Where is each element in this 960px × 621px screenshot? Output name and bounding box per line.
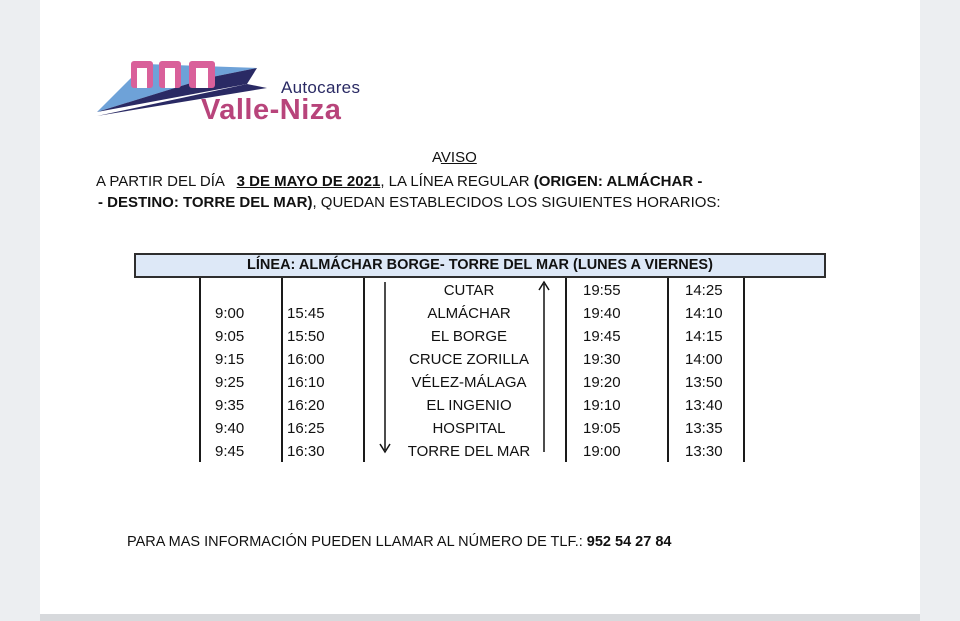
departure-time-afternoon: 16:10 xyxy=(287,374,325,391)
return-time-evening: 19:10 xyxy=(583,397,621,414)
notice-route-start: (ORIGEN: ALMÁCHAR - xyxy=(533,173,703,190)
column-divider xyxy=(565,278,567,462)
logo-brand-name: Valle-Niza xyxy=(201,94,342,126)
column-divider xyxy=(743,278,745,462)
notice-middle: , LA LÍNEA REGULAR xyxy=(380,173,534,190)
departure-time-morning: 9:15 xyxy=(215,351,245,368)
departure-time-afternoon: 16:30 xyxy=(287,443,325,460)
return-time-afternoon: 14:00 xyxy=(685,351,723,368)
column-divider xyxy=(199,278,201,462)
stop-name: HOSPITAL xyxy=(432,420,506,437)
departure-time-morning: 9:00 xyxy=(215,305,245,322)
logo-small-text: Autocares xyxy=(281,78,361,97)
phone-number: 952 54 27 84 xyxy=(586,534,672,550)
return-time-afternoon: 13:50 xyxy=(685,374,723,391)
stop-name: EL INGENIO xyxy=(426,397,512,414)
bottom-scroll-strip xyxy=(40,614,920,621)
return-time-evening: 19:00 xyxy=(583,443,621,460)
notice-title-prefix: A xyxy=(432,149,441,166)
stop-name: TORRE DEL MAR xyxy=(407,443,531,460)
return-time-evening: 19:45 xyxy=(583,328,621,345)
return-time-afternoon: 14:10 xyxy=(685,305,723,322)
departure-time-morning: 9:35 xyxy=(215,397,245,414)
stop-name: EL BORGE xyxy=(430,328,508,345)
return-time-afternoon: 13:35 xyxy=(685,420,723,437)
stop-name: CRUCE ZORILLA xyxy=(408,351,530,368)
departure-time-afternoon: 15:45 xyxy=(287,305,325,322)
return-time-afternoon: 13:40 xyxy=(685,397,723,414)
return-time-afternoon: 14:25 xyxy=(685,282,723,299)
notice-title-rest: VISO xyxy=(440,149,477,166)
departure-time-morning: 9:25 xyxy=(215,374,245,391)
notice-suffix: , QUEDAN ESTABLECIDOS LOS SIGUIENTES HORARIOS: xyxy=(312,194,721,211)
departure-time-afternoon: 16:20 xyxy=(287,397,325,414)
stop-name: CUTAR xyxy=(443,282,495,299)
departure-time-afternoon: 16:00 xyxy=(287,351,325,368)
departure-time-morning: 9:05 xyxy=(215,328,245,345)
return-time-afternoon: 14:15 xyxy=(685,328,723,345)
return-time-evening: 19:55 xyxy=(583,282,621,299)
return-time-evening: 19:05 xyxy=(583,420,621,437)
notice-prefix: A PARTIR DEL DÍA xyxy=(96,173,229,190)
notice-route-end: - DESTINO: TORRE DEL MAR) xyxy=(98,194,313,211)
return-time-evening: 19:30 xyxy=(583,351,621,368)
departure-time-morning: 9:40 xyxy=(215,420,245,437)
return-time-evening: 19:40 xyxy=(583,305,621,322)
stop-name: ALMÁCHAR xyxy=(427,305,511,322)
stop-name: VÉLEZ-MÁLAGA xyxy=(411,374,527,391)
column-divider xyxy=(667,278,669,462)
departure-time-morning: 9:45 xyxy=(215,443,245,460)
notice-date: 3 DE MAYO DE 2021 xyxy=(236,173,381,190)
column-divider xyxy=(363,278,365,462)
return-time-afternoon: 13:30 xyxy=(685,443,723,460)
return-time-evening: 19:20 xyxy=(583,374,621,391)
footer-text: PARA MAS INFORMACIÓN PUEDEN LLAMAR AL NÚMERO DE TLF.: xyxy=(127,534,587,550)
notice-line-1 xyxy=(96,173,702,190)
contact-footer xyxy=(127,534,671,550)
company-logo xyxy=(97,56,397,126)
departure-time-afternoon: 16:25 xyxy=(287,420,325,437)
timetable-header: LÍNEA: ALMÁCHAR BORGE- TORRE DEL MAR (LUNES A VIERNES) xyxy=(134,253,826,278)
departure-time-afternoon: 15:50 xyxy=(287,328,325,345)
notice-title xyxy=(432,149,477,166)
notice-line-2 xyxy=(98,194,721,211)
column-divider xyxy=(281,278,283,462)
